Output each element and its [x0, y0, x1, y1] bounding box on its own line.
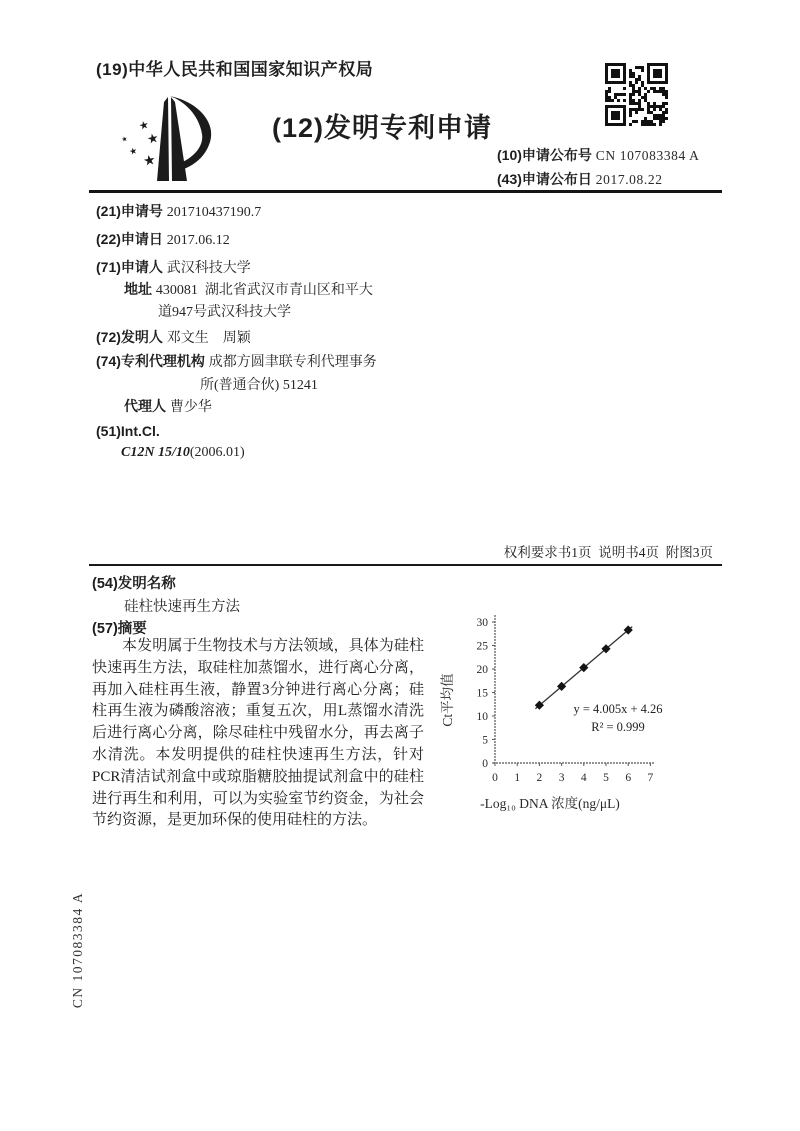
intcl-row: C12N 15/10(2006.01) — [121, 445, 245, 460]
x-axis-title: -Log₁₀ DNA 浓度(ng/μL) — [480, 796, 620, 811]
y-axis-title: Ct平均值 — [440, 673, 455, 727]
y-tick-label: 30 — [476, 617, 488, 629]
publication-date-row — [497, 169, 663, 189]
x-tick-label: 0 — [492, 772, 498, 784]
publication-number-row — [497, 145, 699, 165]
x-tick-label: 2 — [536, 772, 543, 784]
star-icon: ★ — [142, 152, 158, 170]
cnipa-logo-icon — [110, 92, 228, 187]
star-icon: ★ — [128, 145, 139, 157]
x-tick-label: 1 — [514, 772, 521, 784]
pub-date-value: 2017.08.22 — [595, 172, 663, 187]
vertical-publication-number: CN 107083384 A — [70, 891, 85, 1009]
doc-type-title: (12)发明专利申请 — [272, 113, 493, 143]
r-squared: R² = 0.999 — [591, 720, 645, 734]
pub-no-label: (10)申请公布号 — [497, 147, 596, 163]
agent-row: 代理人 曹少华 — [124, 398, 212, 415]
pub-date-label: (43)申请公布日 — [497, 171, 596, 187]
application-number-row: (21)申请号 201710437190.7 — [96, 203, 262, 220]
y-tick-label: 10 — [476, 711, 488, 723]
agency-row: (74)专利代理机构 成都方圆聿联专利代理事务 — [96, 353, 377, 370]
star-icon: ★ — [145, 129, 161, 147]
application-date-row: (22)申请日 2017.06.12 — [96, 231, 230, 248]
y-tick-label: 15 — [476, 687, 488, 700]
qr-code-icon — [605, 63, 668, 126]
y-tick-label: 20 — [476, 664, 488, 676]
inventors-row: (72)发明人 邓文生 周颖 — [96, 329, 251, 346]
trend-equation: y = 4.005x + 4.26 — [573, 702, 663, 716]
x-tick-label: 4 — [580, 772, 587, 784]
abstract-figure-chart — [438, 600, 703, 835]
invention-title-label: (54)发明名称 — [92, 576, 176, 592]
y-tick-label: 0 — [482, 758, 488, 770]
section-divider — [89, 564, 722, 566]
star-icon: ★ — [137, 118, 151, 133]
intcl-heading: (51)Int.Cl. — [96, 423, 160, 439]
abstract-label: (57)摘要 — [92, 621, 147, 637]
applicant-row: (71)申请人 武汉科技大学 — [96, 259, 251, 276]
x-tick-label: 6 — [625, 772, 632, 784]
address-row: 地址 430081 湖北省武汉市青山区和平大 — [124, 281, 373, 298]
agency-row-line2: 所(普通合伙) 51241 — [200, 378, 318, 393]
abstract-text: 本发明属于生物技术与方法领域，具体为硅柱快速再生方法，取硅柱加蒸馏水，进行离心分离，再加入硅柱再生液，静置3分钟进行离心分离；硅柱再生液为磷酸溶液；重复五次，用L蒸馏水清洗后进行离心分离，除尽硅柱中残留水分，再去离子水清洗。本发明提供的硅柱快速再生方法，针对PCR清洁试剂盒中或琼脂糖胶抽提试剂盒中的硅柱进行再生和利用，可以为实验室节约资金，为社会节约资源，是更加环保的使用硅柱的方法。 — [92, 638, 424, 829]
star-icon: ★ — [120, 134, 129, 144]
x-tick-label: 7 — [647, 772, 654, 784]
pub-no-value: CN 107083384 A — [595, 148, 700, 163]
office-line: (19)中华人民共和国国家知识产权局 — [96, 60, 374, 79]
pages-info: 权利要求书1页 说明书4页 附图3页 — [503, 545, 713, 560]
header-divider — [89, 190, 722, 193]
address-row-line2: 道947号武汉科技大学 — [158, 305, 291, 320]
y-tick-label: 5 — [482, 734, 488, 747]
x-tick-label: 5 — [603, 772, 609, 784]
invention-title: 硅柱快速再生方法 — [124, 599, 240, 615]
x-tick-label: 3 — [558, 772, 565, 784]
y-tick-label: 25 — [476, 640, 488, 653]
